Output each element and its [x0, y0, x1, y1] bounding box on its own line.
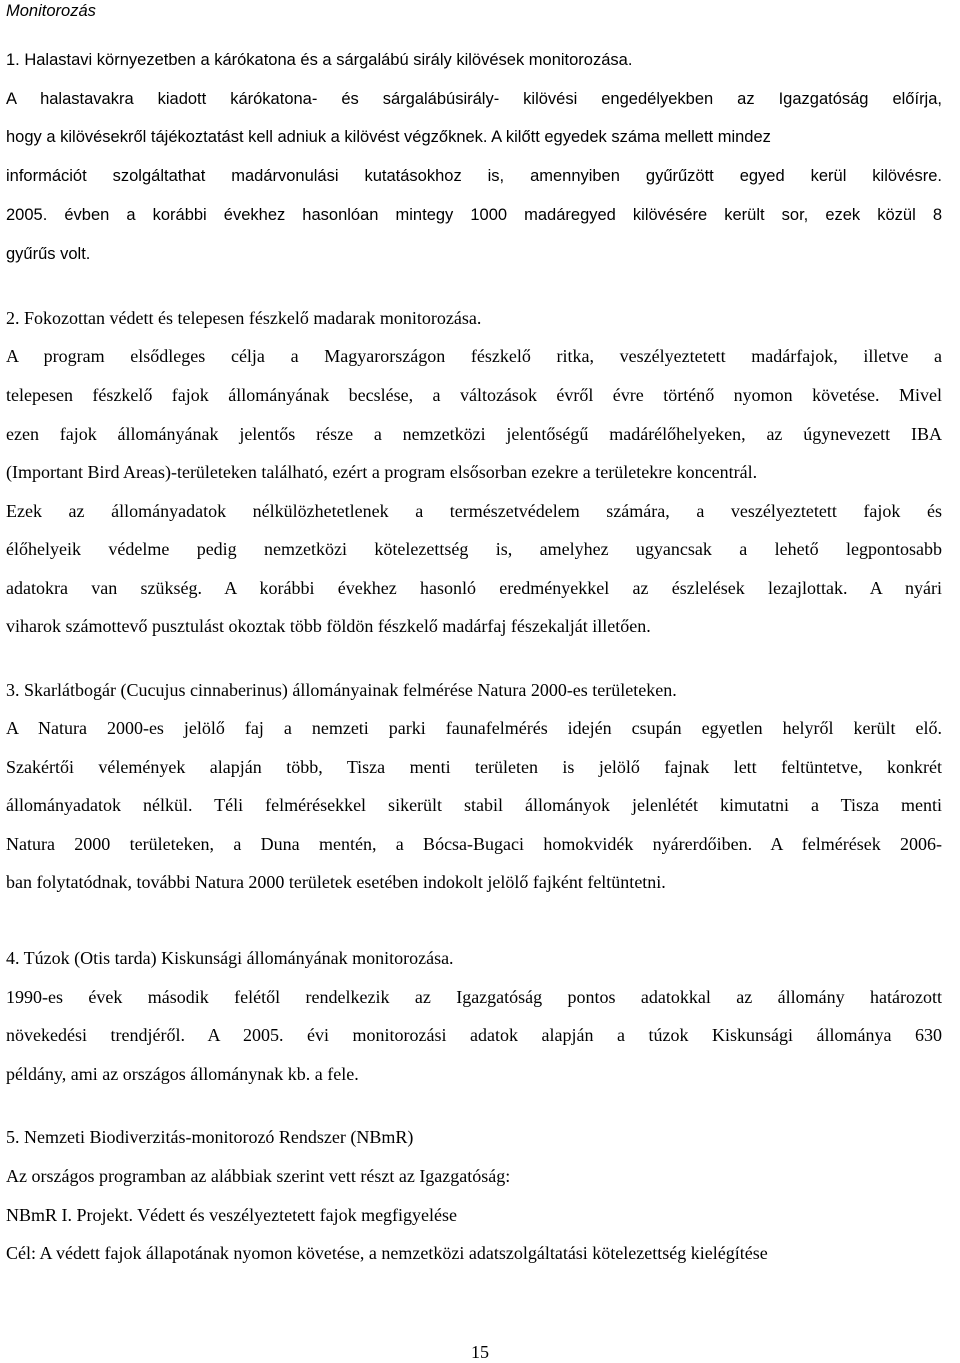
section-2-line: Ezek az állományadatok nélkülözhetetlenek a természetvédelem számára, a veszélyeztetett fajok és — [6, 501, 942, 521]
section-3-line: Szakértői vélemények alapján több, Tisza menti területen is jelölő fajnak lett feltüntetve, konkrét — [6, 757, 942, 777]
section-5-line: Az országos programban az alábbiak szerint vett részt az Igazgatóság: — [6, 1166, 511, 1186]
section-3-line: Natura 2000 területeken, a Duna mentén, a Bócsa-Bugaci homokvidék nyárerdőiben. A felmérések 2006- — [6, 834, 942, 854]
section-3-line: ban folytatódnak, további Natura 2000 területek esetében indokolt jelölő fajként feltüntetni. — [6, 872, 666, 892]
section-1-line: gyűrűs volt. — [6, 245, 91, 263]
section-2-line: ezen fajok állományának jelentős része a nemzetközi jelentőségű madárélőhelyeken, az úgynevezett IBA — [6, 424, 942, 444]
section-4-line: példány, ami az országos állománynak kb. a fele. — [6, 1064, 359, 1084]
section-3-heading: 3. Skarlátbogár (Cucujus cinnaberinus) állományainak felmérése Natura 2000-es területeken. — [6, 680, 677, 700]
page-title: Monitorozás — [6, 2, 96, 20]
section-1-line: információt szolgáltathat madárvonulási kutatásokhoz is, amennyiben gyűrűzött egyed kerül kilövésre. — [6, 167, 942, 185]
section-5-heading: 5. Nemzeti Biodiverzitás-monitorozó Rendszer (NBmR) — [6, 1127, 414, 1147]
section-2-line: élőhelyeik védelme pedig nemzetközi kötelezettség is, amelyhez ugyancsak a lehető legpontosabb — [6, 539, 942, 559]
section-1-line: hogy a kilövésekről tájékoztatást kell adniuk a kilövést végzőknek. A kilőtt egyedek száma mellett mindez — [6, 128, 771, 146]
section-1-heading: 1. Halastavi környezetben a kárókatona és a sárgalábú sirály kilövések monitorozása. — [6, 51, 633, 69]
section-2-line: adatokra van szükség. A korábbi évekhez hasonló eredményekkel az észlelések lezajlottak. A nyári — [6, 578, 942, 598]
section-2-line: telepesen fészkelő fajok állományának becslése, a változások évről évre történő nyomon követése. Mivel — [6, 385, 942, 405]
section-4-line: növekedési trendjéről. A 2005. évi monitorozási adatok alapján a túzok Kiskunsági állománya 630 — [6, 1025, 942, 1045]
section-4-heading: 4. Túzok (Otis tarda) Kiskunsági állományának monitorozása. — [6, 948, 454, 968]
section-4-line: 1990-es évek második felétől rendelkezik az Igazgatóság pontos adatokkal az állomány határozott — [6, 987, 942, 1007]
section-3-line: állományadatok nélkül. Téli felmérésekkel sikerült stabil állományok jelenlétét kimutatni a Tisza menti — [6, 795, 942, 815]
section-3-line: A Natura 2000-es jelölő faj a nemzeti parki faunafelmérés idején csupán egyetlen helyről került elő. — [6, 718, 942, 738]
section-5-line: Cél: A védett fajok állapotának nyomon követése, a nemzetközi adatszolgáltatási kötelezettség kielégítése — [6, 1243, 768, 1263]
section-2-line: A program elsődleges célja a Magyarországon fészkelő ritka, veszélyeztetett madárfajok, illetve a — [6, 346, 942, 366]
section-5-line: NBmR I. Projekt. Védett és veszélyeztetett fajok megfigyelése — [6, 1205, 458, 1225]
section-1-line: A halastavakra kiadott kárókatona- és sárgalábúsirály- kilövési engedélyekben az Igazgatóság előírja, — [6, 90, 942, 108]
section-1-line: 2005. évben a korábbi évekhez hasonlóan mintegy 1000 madáregyed kilövésére került sor, ezek közül 8 — [6, 206, 942, 224]
page-number: 15 — [471, 1342, 489, 1362]
section-2-heading: 2. Fokozottan védett és telepesen fészkelő madarak monitorozása. — [6, 308, 482, 328]
section-2-line: (Important Bird Areas)-területeken található, ezért a program elsősorban ezekre a területekre koncentrál. — [6, 462, 758, 482]
section-2-line: viharok számottevő pusztulást okoztak több földön fészkelő madárfaj fészekalját illetően. — [6, 616, 651, 636]
